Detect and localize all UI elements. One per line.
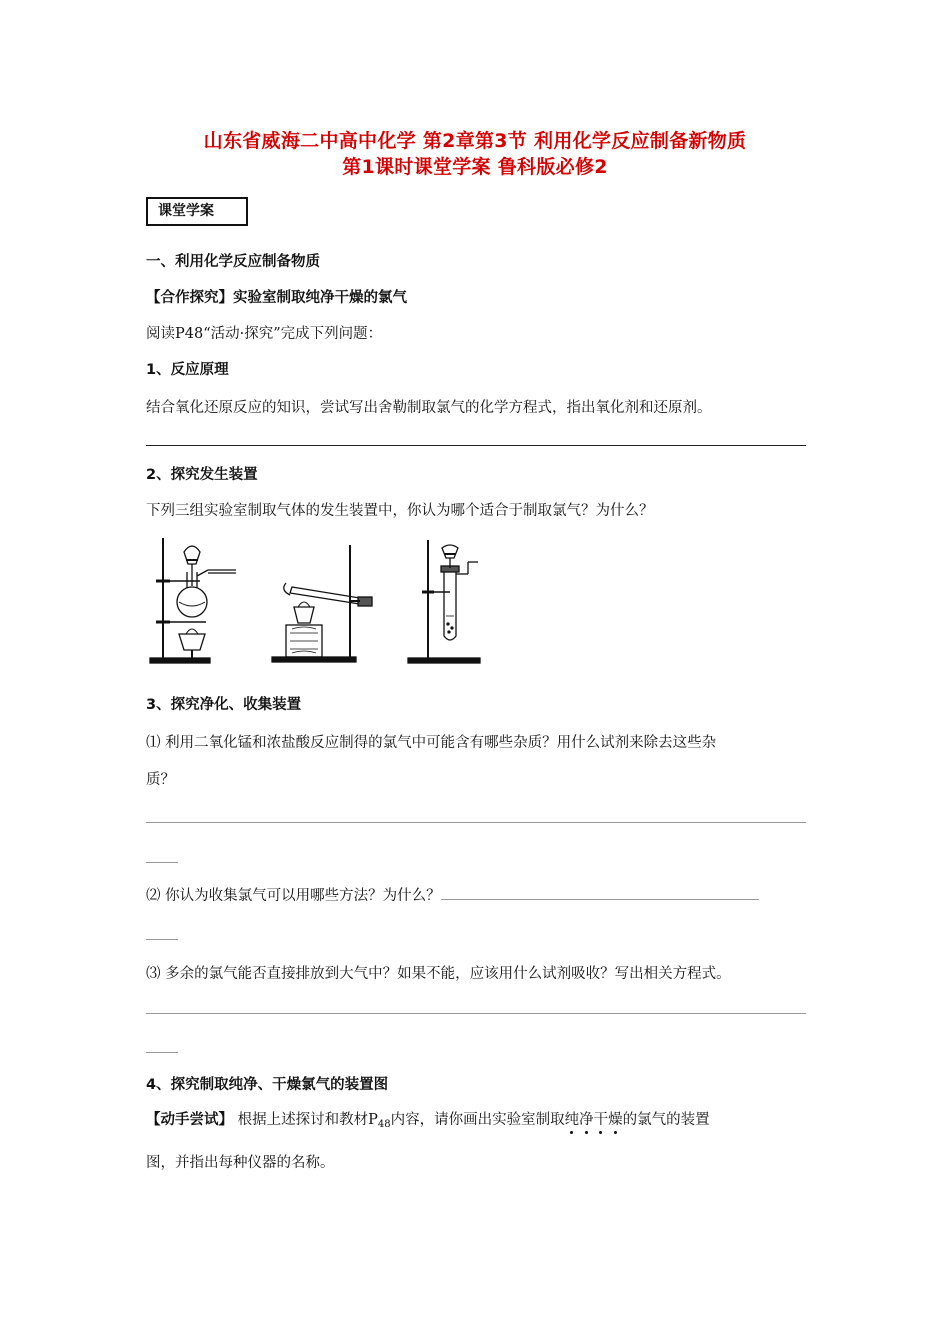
apparatus-flask-illustration <box>146 536 246 664</box>
section1-heading: 一、利用化学反应制备物质 <box>146 254 320 270</box>
try-text-c: 的氯气的装置 <box>622 1112 710 1128</box>
q4-try-line1 <box>146 1108 710 1130</box>
emph-char-3: 干 <box>593 1112 609 1128</box>
q1-text: 结合氧化还原反应的知识，尝试写出舍勒制取氯气的化学方程式，指出氧化剂和还原剂。 <box>146 400 712 416</box>
try-label: 【动手尝试】 <box>146 1112 233 1128</box>
q3-part1-answer-line[interactable] <box>146 822 806 823</box>
q4-try-line2: 图，并指出每种仪器的名称。 <box>146 1155 335 1171</box>
q1-heading: 1、反应原理 <box>146 362 229 378</box>
q3-part3-text: ⑶ 多余的氯气能否直接排放到大气中？如果不能，应该用什么试剂吸收？写出相关方程式。 <box>146 966 731 982</box>
inquiry-line <box>146 286 407 307</box>
try-text-b: 内容，请你画出实验室制取 <box>390 1112 565 1128</box>
q3-part2-answer-line[interactable] <box>441 885 759 900</box>
q3-heading: 3、探究净化、收集装置 <box>146 697 302 713</box>
try-subscript: 48 <box>377 1119 391 1130</box>
q3-part1-line2: 质？ <box>146 772 175 788</box>
q3-part1-line1: ⑴ 利用二氧化锰和浓盐酸反应制得的氯气中可能含有哪些杂质？用什么试剂来除去这些杂 <box>146 735 717 751</box>
emph-char-4: 燥 <box>608 1112 623 1128</box>
q4-heading: 4、探究制取纯净、干燥氯气的装置图 <box>146 1077 389 1093</box>
emph-char-1: 纯 <box>564 1112 580 1128</box>
q2-text: 下列三组实验室制取气体的发生装置中，你认为哪个适合于制取氯气？为什么？ <box>146 503 654 519</box>
q3-part1-answer-tail[interactable] <box>146 862 178 863</box>
section-box-label: 课堂学案 <box>146 197 248 226</box>
apparatus-tube-funnel-illustration <box>404 538 488 664</box>
q1-answer-line[interactable] <box>146 445 806 446</box>
q3-part2-answer-tail[interactable] <box>146 939 178 940</box>
q3-part2-line <box>146 884 759 905</box>
inquiry-text: 实验室制取纯净干燥的氯气 <box>233 290 407 306</box>
inquiry-label: 【合作探究】 <box>146 290 233 306</box>
apparatus-tube-heating-illustration <box>270 543 382 663</box>
document-title-line2: 第1课时课堂学案 鲁科版必修2 <box>342 156 608 178</box>
document-title-line1: 山东省威海二中高中化学 第2章第3节 利用化学反应制备新物质 <box>203 130 747 152</box>
q3-part2-text: ⑵ 你认为收集氯气可以用哪些方法？为什么？ <box>146 888 441 904</box>
try-text-a: 根据上述探讨和教材P <box>237 1112 378 1128</box>
reading-instruction: 阅读P48“活动·探究”完成下列问题： <box>146 326 383 342</box>
q3-part3-answer-tail[interactable] <box>146 1052 178 1053</box>
q2-heading: 2、探究发生装置 <box>146 467 258 483</box>
q3-part3-answer-line[interactable] <box>146 1013 806 1014</box>
emph-char-2: 净 <box>579 1112 594 1128</box>
